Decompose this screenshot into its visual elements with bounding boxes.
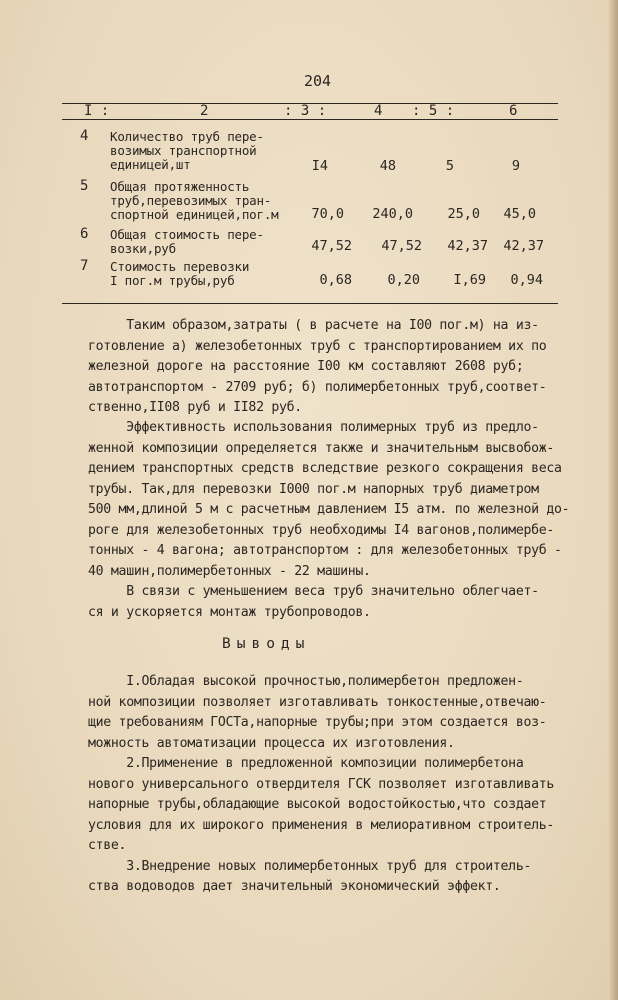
- table-header-col-1: I :: [84, 103, 110, 119]
- page-edge: [608, 0, 618, 1000]
- table-cell: 5: [445, 158, 454, 174]
- table-header-rule: [62, 119, 558, 120]
- table-row-label: Общая стоимость пере- возки,руб: [110, 227, 264, 256]
- table-cell: 0,20: [387, 272, 420, 288]
- body-paragraph: Таким образом,затраты ( в расчете на I00 пог.м) на из- готовление а) железобетонных труб с транспортированием их по железной дороге на расстояние I00 км составляют 2608 руб; автотранспортом - 2709 руб; б) полимербетонных труб,соответ- ственно,II08 руб и II82 руб.: [88, 318, 547, 415]
- table-cell: 42,37: [503, 238, 544, 254]
- table-row-number: 5: [80, 178, 89, 194]
- table-cell: 240,0: [372, 206, 413, 222]
- section-heading: Выводы: [222, 636, 311, 652]
- table-header-col-6: 6: [509, 103, 518, 119]
- table-row-label: Количество труб пере- возимых транспортной единицей,шт: [110, 129, 264, 172]
- table-cell: 47,52: [311, 238, 352, 254]
- conclusions-list: I.Обладая высокой прочностью,полимербетон предложен- ной композиции позволяет изготавливать тонкостенные,отвечаю- щие требованиям ГОСТа,напорные трубы;при этом создается воз- можность автоматизации процесса их изготовления. 2.Применение в предложенной композиции полимербетона нового универсального отвердителя ГСК позволяет изготавливать напорные трубы,обладающие высокой водостойкостью,что создает условия для их широкого применения в мелиоративном строитель- стве. 3.Внедрение новых полимербетонных труб для строитель- ства водоводов дает значительный экономический эффект.: [88, 674, 555, 894]
- table-row-number: 7: [80, 258, 89, 274]
- table-row-number: 6: [80, 226, 89, 242]
- table-row-number: 4: [80, 128, 89, 144]
- table-cell: 70,0: [311, 206, 344, 222]
- table-cell: 0,94: [510, 272, 543, 288]
- table-header-col-2: 2: [200, 103, 209, 119]
- table-cell: 25,0: [447, 206, 480, 222]
- body-paragraph: Эффективность использования полимерных труб из предло- женной композиции определяется также и значительным высвобож- дением транспортных средств вследствие резкого сокращения веса трубы. Так,для перевозки I000 пог.м напорных труб диаметром 500 мм,длиной 5 м с расчетным давлением I5 атм. по железной до- роге для железобетонных труб необходимы I4 вагонов,полимербе- тонных - 4 вагона; автотранспортом : для железобетонных труб - 40 машин,полимербетонных - 22 машины. В связи с уменьшением веса труб значительно облегчает- ся и ускоряется монтаж трубопроводов.: [88, 420, 570, 620]
- table-cell: 0,68: [319, 272, 352, 288]
- table-row-label: Стоимость перевозки I пог.м трубы,руб: [110, 259, 250, 288]
- table-cell: 9: [511, 158, 520, 174]
- table-cell: I,69: [453, 272, 486, 288]
- page-number: 204: [304, 72, 332, 90]
- table-header-col-5: : 5 :: [412, 103, 455, 119]
- table-cell: I4: [311, 158, 328, 174]
- table-header-col-3: : 3 :: [284, 103, 327, 119]
- table-row-label: Общая протяженность труб,перевозимых тран- спортной единицей,пог.м: [110, 179, 279, 222]
- table-bottom-rule: [62, 303, 558, 304]
- table-cell: 47,52: [381, 238, 422, 254]
- table-cell: 45,0: [503, 206, 536, 222]
- table-header-col-4: 4: [374, 103, 383, 119]
- table-cell: 42,37: [447, 238, 488, 254]
- table-cell: 48: [379, 158, 396, 174]
